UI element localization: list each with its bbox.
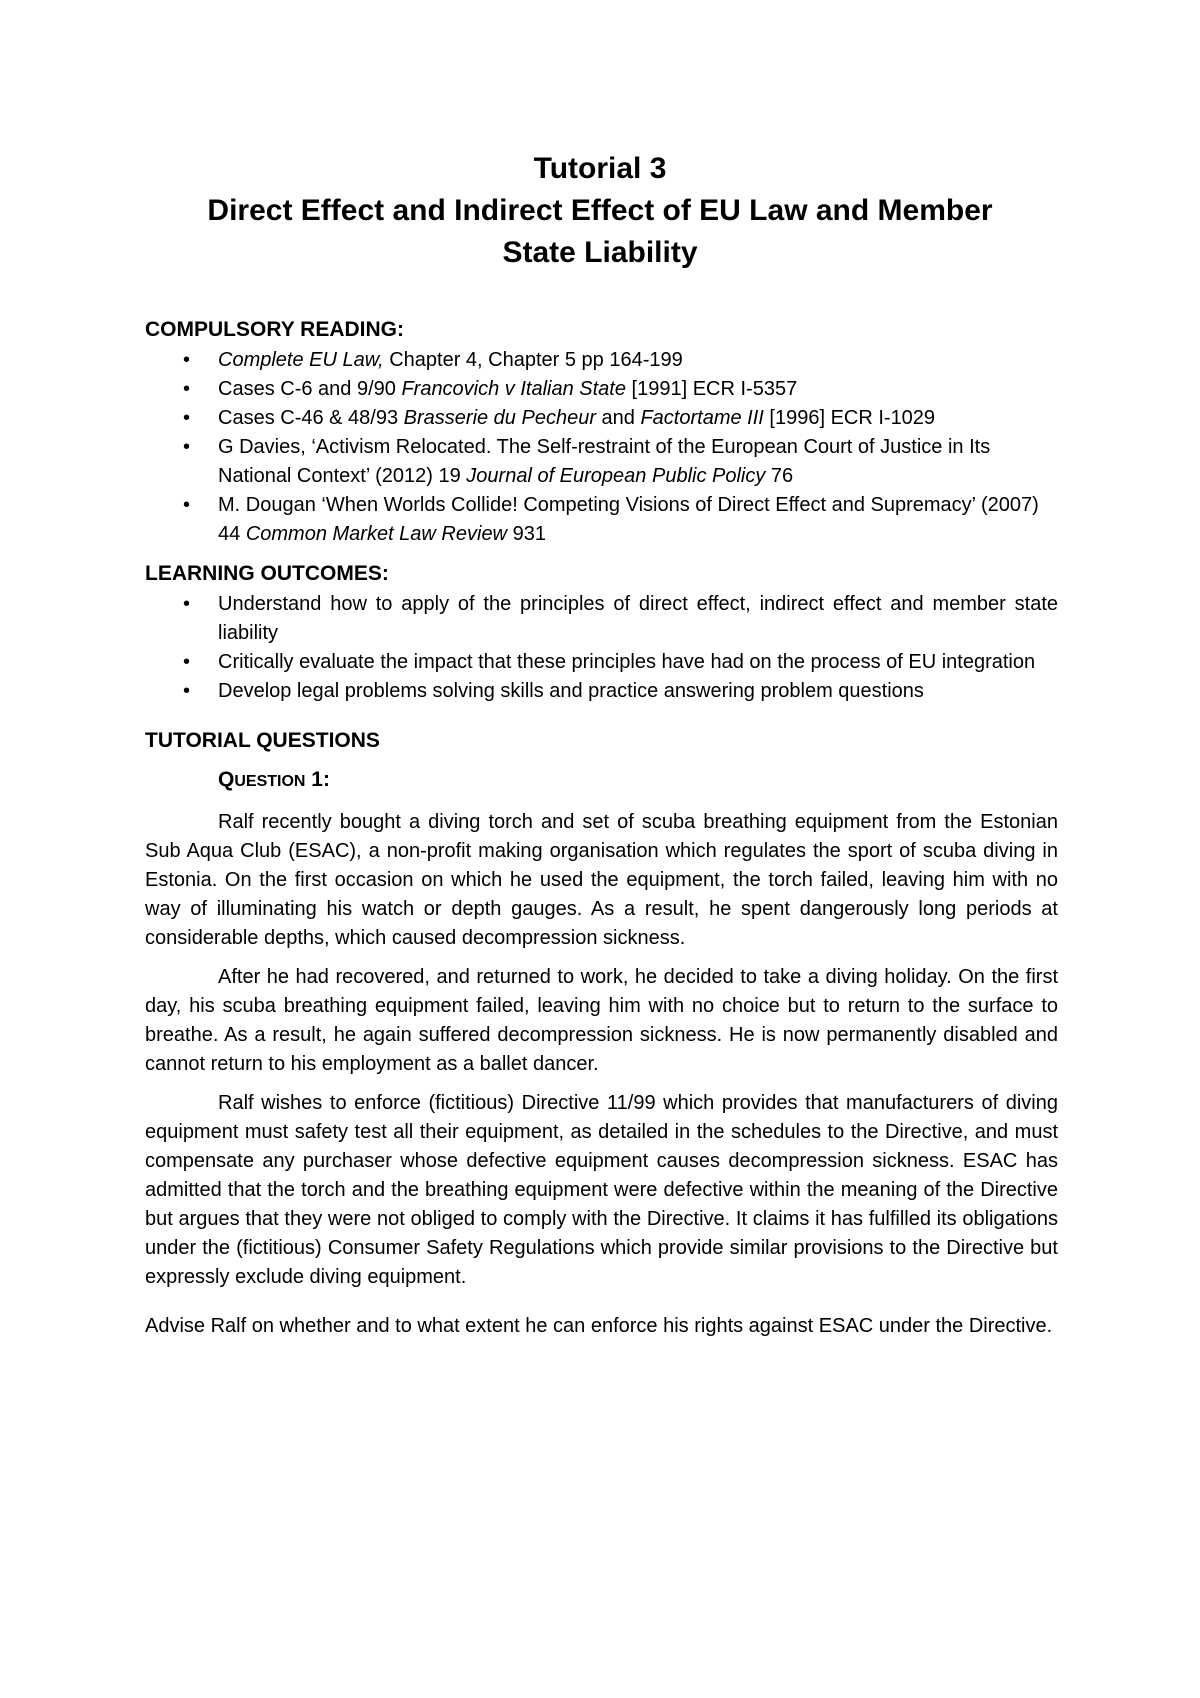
bullet-icon: • [183,593,191,615]
reading-text: 931 [507,523,546,545]
reading-item [145,491,1058,549]
compulsory-reading-heading: COMPULSORY READING: [145,318,405,341]
question-paragraph: Ralf wishes to enforce (fictitious) Directive 11/99 which provides that manufacturers of diving equipment must safety test all their equipment, as detailed in the schedules to the Directive, and must compensate any purchaser whose defective equipment causes decompression sickness. ESAC has admitted that the torch and the breathing equipment were defective within the meaning of the Directive but argues that they were not obliged to comply with the Directive. It claims it has fulfilled its obligations under the (fictitious) Consumer Safety Regulations which provide similar provisions to the Directive but expressly exclude diving equipment. [145,1092,1058,1288]
reading-item [145,433,1058,491]
bullet-icon: • [183,407,191,429]
reading-text: Chapter 4, Chapter 5 pp 164-199 [383,349,683,371]
reading-text: M. Dougan ‘When Worlds Collide! Competing Visions of Direct Effect and Supremacy’ (2007) 44 [218,494,1039,545]
reading-title: Brasserie du Pecheur [403,407,596,429]
bullet-icon: • [183,680,191,702]
document-body [145,315,1058,1341]
bullet-icon: • [183,378,191,400]
bullet-icon: • [183,349,191,371]
outcome-text: Understand how to apply of the principles of direct effect, indirect effect and member state liability [218,593,1058,644]
reading-item [145,375,1058,404]
bullet-icon: • [183,436,191,458]
title-block [0,148,1200,274]
reading-text: [1996] ECR I-1029 [763,407,936,429]
reading-title: Journal of European Public Policy [466,465,766,487]
outcome-item [145,677,1058,706]
learning-outcomes-heading: LEARNING OUTCOMES: [145,562,389,585]
outcome-text: Develop legal problems solving skills and practice answering problem questions [218,680,924,702]
bullet-icon: • [183,651,191,673]
advise-instruction: Advise Ralf on whether and to what extent he can enforce his rights against ESAC under the Directive. [145,1315,1053,1337]
reading-text: [1991] ECR I-5357 [626,378,798,400]
outcome-item [145,590,1058,648]
document-title-line-2: State Liability [502,236,698,269]
reading-text: G Davies, ‘Activism Relocated. The Self-restraint of the European Court of Justice in Its National Context’ (2012) 19 [218,436,991,487]
question-word: UESTION [234,773,306,790]
question-number: 1: [305,768,330,791]
question-paragraph: Ralf recently bought a diving torch and set of scuba breathing equipment from the Estonian Sub Aqua Club (ESAC), a non-profit making organisation which regulates the sport of scuba diving in Estonia. On the first occasion on which he used the equipment, the torch failed, leaving him with no way of illuminating his watch or depth gauges. As a result, he spent dangerously long periods at considerable depths, which caused decompression sickness. [145,811,1058,949]
document-title-line-1: Direct Effect and Indirect Effect of EU Law and Member [207,194,993,227]
question-initial: Q [218,768,235,791]
outcome-text: Critically evaluate the impact that these principles have had on the process of EU integration [218,651,1036,673]
reading-text: 76 [765,465,794,487]
compulsory-reading-list [145,346,1058,549]
reading-item [145,404,1058,433]
reading-title: Complete EU Law, [218,349,384,371]
question-heading [218,765,1058,796]
question-paragraph: After he had recovered, and returned to work, he decided to take a diving holiday. On the first day, his scuba breathing equipment failed, leaving him with no choice but to return to the surface to breathe. As a result, he again suffered decompression sickness. He is now permanently disabled and cannot return to his employment as a ballet dancer. [145,966,1058,1075]
reading-title: Common Market Law Review [245,523,508,545]
tutorial-number: Tutorial 3 [533,152,667,185]
reading-title: Francovich v Italian State [401,378,626,400]
reading-item [145,346,1058,375]
outcome-item [145,648,1058,677]
reading-text: Cases C-6 and 9/90 [218,378,402,400]
reading-text: Cases C-46 & 48/93 [218,407,404,429]
reading-title: Factortame III [640,407,764,429]
tutorial-questions-heading: TUTORIAL QUESTIONS [145,729,380,752]
reading-text: and [595,407,641,429]
bullet-icon: • [183,494,191,516]
learning-outcomes-list [145,590,1058,706]
